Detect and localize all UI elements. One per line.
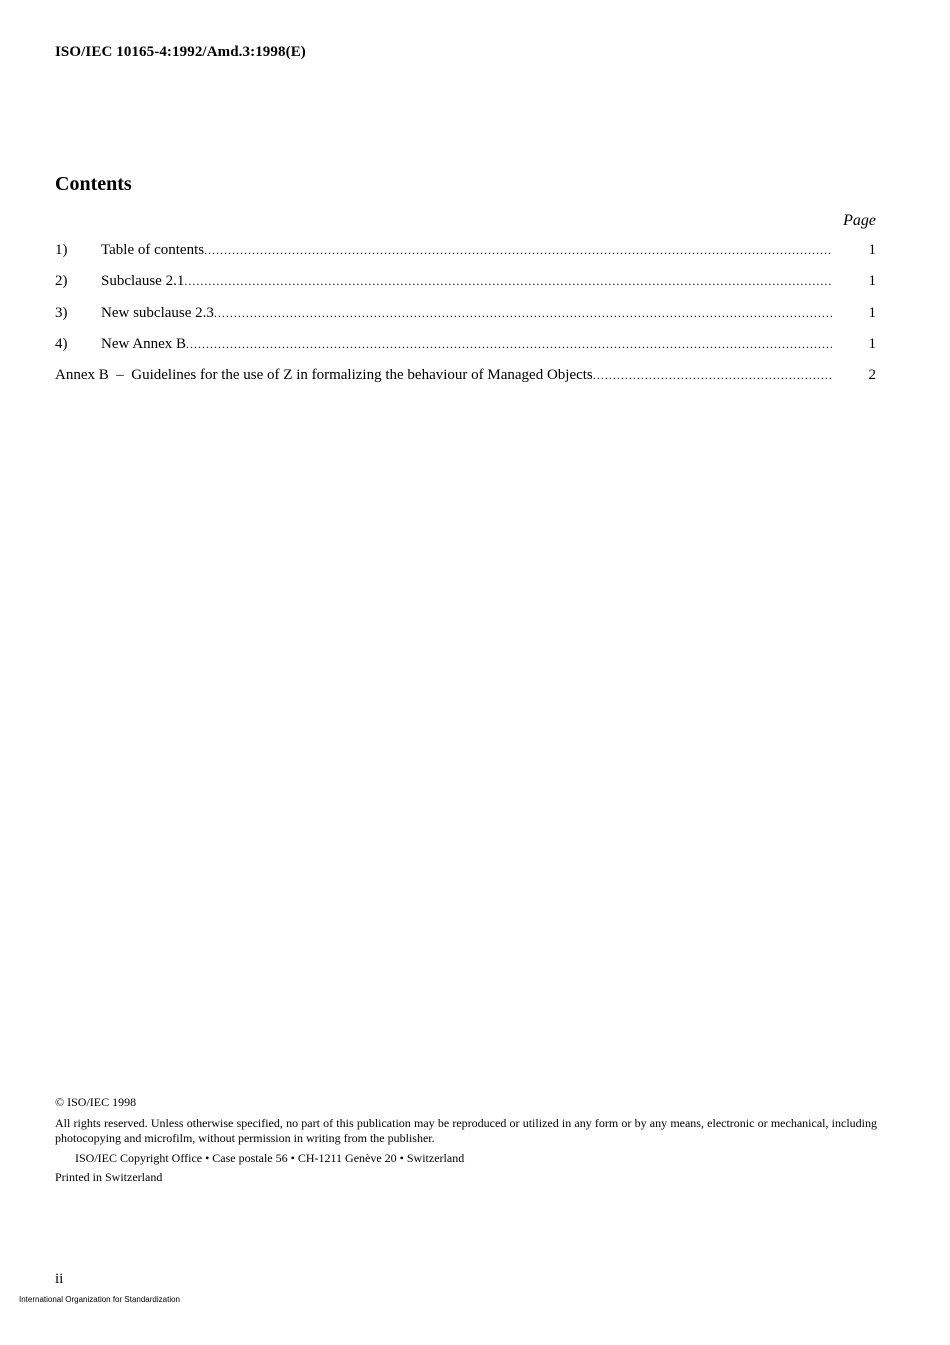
page-number: ii — [55, 1271, 64, 1287]
toc-entry-number: 3) — [55, 304, 68, 321]
toc-entry-title: Subclause 2.1 — [101, 273, 185, 290]
toc-entry-number: 4) — [55, 335, 68, 352]
toc-entry-annex[interactable] — [55, 367, 876, 398]
toc-entry-title: Table of contents — [101, 242, 205, 258]
toc-entry[interactable] — [55, 242, 876, 273]
dot-leader — [214, 306, 832, 321]
toc-entry-page: 1 — [868, 273, 876, 290]
copyright-office-address: ISO/IEC Copyright Office • Case postale 56 • CH-1211 Genève 20 • Switzerland — [75, 1151, 465, 1165]
dot-leader — [593, 368, 832, 383]
toc-entry-title: New Annex B — [101, 335, 186, 352]
toc-entry[interactable] — [55, 336, 876, 367]
toc-entry-page: 1 — [868, 335, 876, 352]
copyright-notice — [55, 1095, 877, 1185]
toc-entry-page: 1 — [868, 304, 876, 321]
document-identifier: ISO/IEC 10165-4:1992/Amd.3:1998(E) — [55, 44, 306, 60]
toc-entry-title: Annex B – Guidelines for the use of Z in formalizing the behaviour of Managed Objects — [55, 367, 593, 384]
printed-in-line: Printed in Switzerland — [55, 1170, 163, 1184]
toc-entry-number: 1) — [55, 242, 68, 258]
dot-leader — [186, 337, 832, 352]
table-of-contents — [55, 242, 876, 398]
toc-entry[interactable] — [55, 273, 876, 304]
toc-entry-page: 1 — [868, 242, 876, 258]
toc-entry-title: New subclause 2.3 — [101, 304, 214, 321]
toc-entry-number: 2) — [55, 273, 68, 290]
organization-footer: International Organization for Standardization — [19, 1295, 180, 1304]
copyright-line: © ISO/IEC 1998 — [55, 1095, 137, 1109]
contents-heading: Contents — [55, 173, 132, 195]
dot-leader — [184, 274, 832, 289]
toc-entry[interactable] — [55, 305, 876, 336]
toc-entry-page: 2 — [868, 367, 876, 384]
dot-leader — [204, 243, 832, 258]
rights-statement: All rights reserved. Unless otherwise specified, no part of this publication may be reproduced or utilized in any form or by any means, electronic or mechanical, including photocopying and microfilm, without permission in writing from the publisher. — [55, 1116, 877, 1145]
page-column-label: Page — [843, 212, 876, 229]
